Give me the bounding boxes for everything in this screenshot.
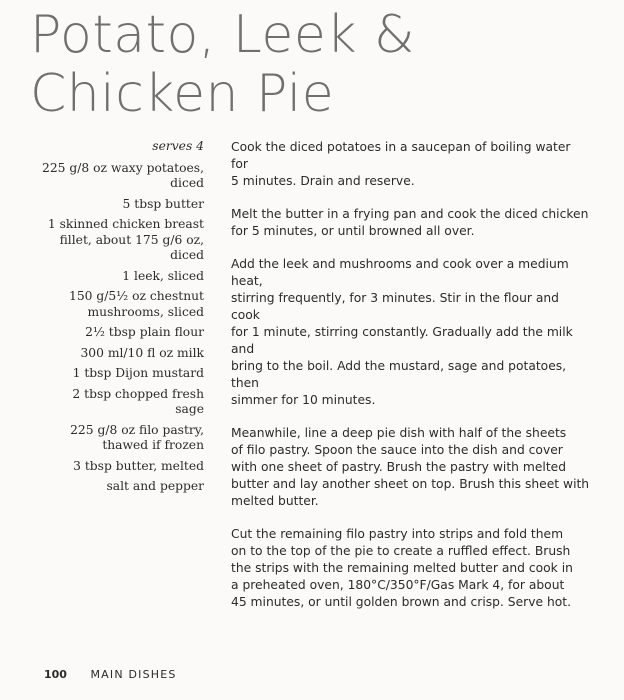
method-line: stirring frequently, for 3 minutes. Stir in the flour and cook	[231, 291, 559, 322]
ingredient-item	[40, 197, 204, 213]
ingredient-item	[40, 289, 204, 320]
method-line: with one sheet of pastry. Brush the pastry with melted	[231, 460, 567, 474]
ingredient-line: 1 tbsp Dijon mustard	[72, 366, 204, 380]
ingredient-line: 2 tbsp chopped fresh sage	[72, 386, 204, 416]
ingredient-line: 225 g/8 oz waxy potatoes,	[42, 160, 204, 175]
method-line: simmer for 10 minutes.	[231, 393, 376, 407]
ingredient-item	[40, 346, 204, 362]
ingredient-line: salt and pepper	[106, 479, 204, 493]
method-line: bring to the boil. Add the mustard, sage and potatoes, then	[231, 359, 567, 390]
method-line: 5 minutes. Drain and reserve.	[231, 174, 415, 188]
recipe-title-line: Potato, Leek &	[30, 5, 416, 65]
method-step	[231, 425, 591, 510]
method-line: the strips with the remaining melted butter and cook in	[231, 561, 573, 575]
ingredient-line: 300 ml/10 fl oz milk	[80, 345, 204, 360]
ingredient-line: thawed if frozen	[102, 438, 204, 452]
ingredient-line: 3 tbsp butter, melted	[73, 458, 204, 473]
ingredient-line: diced	[170, 176, 204, 190]
section-name: MAIN DISHES	[90, 668, 177, 681]
method-line: a preheated oven, 180°C/350°F/Gas Mark 4, for about	[231, 578, 565, 592]
serves-label: serves 4	[152, 139, 204, 153]
page-footer	[44, 668, 177, 681]
method-line: for 1 minute, stirring constantly. Gradually add the milk and	[231, 325, 573, 356]
method-line: of filo pastry. Spoon the sauce into the dish and cover	[231, 443, 563, 457]
ingredient-item	[40, 459, 204, 475]
ingredient-item	[40, 479, 204, 495]
method-step	[231, 139, 591, 190]
recipe-title-line: Chicken Pie	[30, 64, 335, 124]
ingredient-line: diced	[170, 248, 204, 262]
ingredients-list	[40, 139, 204, 500]
ingredient-item	[40, 423, 204, 454]
ingredient-line: fillet, about 175 g/6 oz,	[59, 232, 204, 247]
ingredient-item	[40, 325, 204, 341]
method-line: Meanwhile, line a deep pie dish with half of the sheets	[231, 426, 567, 440]
method-line: butter and lay another sheet on top. Brush this sheet with	[231, 477, 590, 491]
method-step	[231, 256, 591, 409]
method-steps	[231, 139, 591, 627]
method-line: Melt the butter in a frying pan and cook the diced chicken	[231, 207, 589, 221]
method-line: on to the top of the pie to create a ruffled effect. Brush	[231, 544, 571, 558]
method-line: Add the leek and mushrooms and cook over a medium heat,	[231, 257, 569, 288]
ingredient-item	[40, 269, 204, 285]
method-line: Cook the diced potatoes in a saucepan of boiling water for	[231, 140, 571, 171]
page-number: 100	[44, 668, 67, 681]
ingredient-line: 5 tbsp butter	[122, 196, 204, 211]
ingredient-line: 1 leek, sliced	[122, 268, 204, 283]
method-line: for 5 minutes, or until browned all over.	[231, 224, 475, 238]
ingredient-line: 2½ tbsp plain flour	[85, 325, 204, 339]
method-step	[231, 526, 591, 611]
method-line: Cut the remaining filo pastry into strips and fold them	[231, 527, 564, 541]
ingredient-item	[40, 387, 204, 418]
ingredient-item	[40, 217, 204, 264]
method-line: melted butter.	[231, 494, 319, 508]
method-line: 45 minutes, or until golden brown and crisp. Serve hot.	[231, 595, 572, 609]
recipe-title	[30, 6, 415, 124]
ingredient-line: 150 g/5½ oz chestnut	[69, 289, 204, 303]
ingredient-line: 225 g/8 oz filo pastry,	[70, 422, 204, 437]
method-step	[231, 206, 591, 240]
ingredient-line: mushrooms, sliced	[87, 304, 204, 319]
ingredient-item	[40, 161, 204, 192]
ingredient-line: 1 skinned chicken breast	[47, 217, 204, 231]
ingredient-item	[40, 366, 204, 382]
